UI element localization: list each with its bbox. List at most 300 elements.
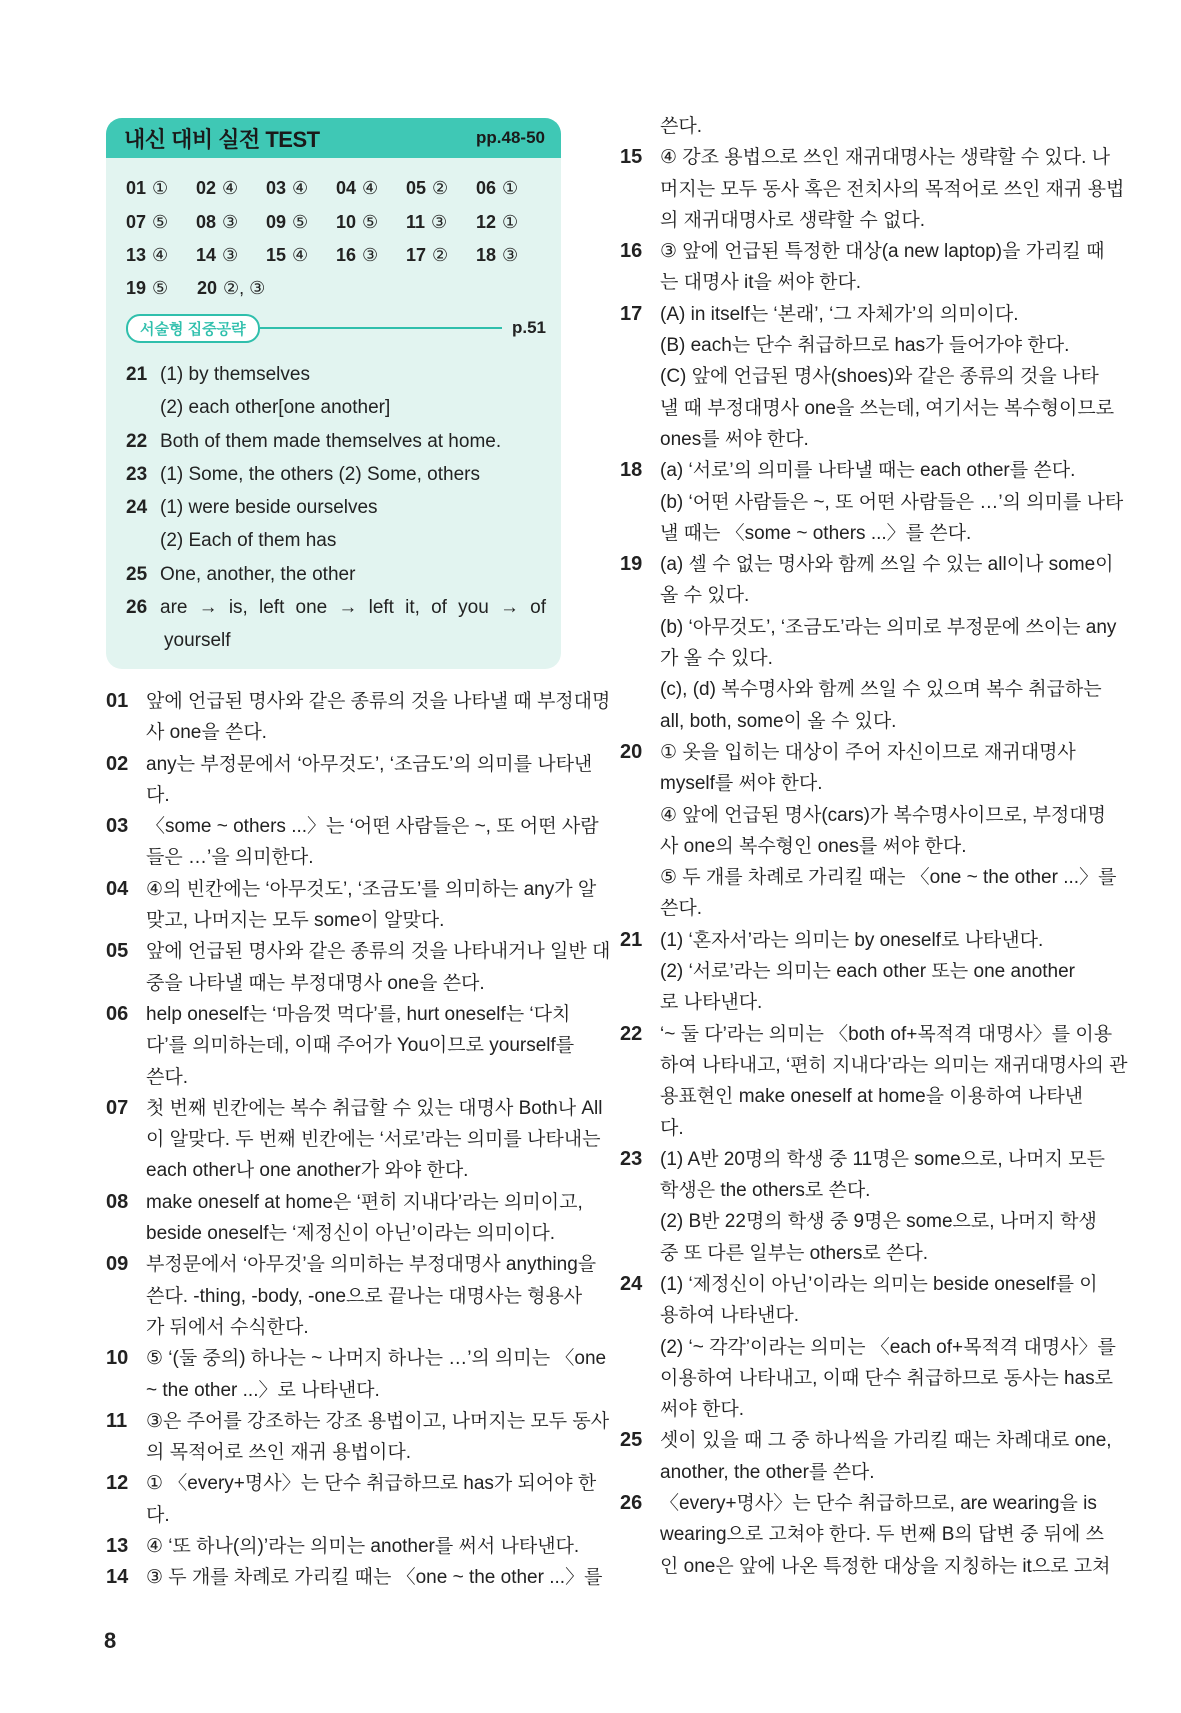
answer-item: [266, 178, 336, 199]
explanation-text: 이용하여 나타내고, 이때 단수 취급하므로 동사는 has로: [660, 1367, 1114, 1389]
explanation-text: 올 수 있다.: [660, 585, 750, 607]
explanation-line: [620, 831, 1075, 862]
item-number: [620, 643, 660, 674]
explanation-text: 중을 나타낼 때는 부정대명사 one을 쓴다.: [146, 972, 485, 994]
explanation-line: [620, 1081, 1084, 1112]
explanation-line: [106, 1281, 583, 1312]
explanation-line: [106, 1062, 561, 1093]
answer-item: [196, 245, 266, 266]
answer-key-header: [106, 118, 561, 158]
item-number: 22: [620, 1022, 643, 1045]
item-number: [620, 862, 660, 893]
explanation-line: [106, 1562, 603, 1593]
answer-text: (2) each other[one another]: [160, 397, 391, 419]
item-number: [620, 205, 660, 236]
explanation-line: [106, 1187, 583, 1218]
item-number: 14: [106, 1566, 129, 1589]
answer-choice: ②: [432, 178, 449, 199]
answer-number: 25: [126, 563, 148, 585]
answer-text: (1) Some, the others (2) Some, others: [160, 463, 480, 485]
answer-choice: ③: [362, 244, 379, 265]
explanation-text: 사 one의 복수형인 ones를 써야 한다.: [660, 835, 967, 857]
explanation-text: 머지는 모두 동사 혹은 전치사의 목적어로 쓰인 재귀 용법: [660, 178, 1125, 200]
answer-item: [406, 212, 476, 233]
explanation-line: [620, 1238, 1075, 1269]
answer-line: [126, 624, 546, 657]
explanation-text: another, the other를 쓴다.: [660, 1461, 875, 1483]
explanation-line: [620, 1332, 1116, 1363]
answer-choice: ③: [222, 211, 239, 232]
answer-number: 01: [126, 178, 147, 199]
explanation-line: [620, 1457, 1075, 1488]
written-answers: [126, 358, 546, 658]
answer-choice: ③: [431, 211, 448, 232]
answer-choice: ④: [292, 244, 309, 265]
explanation-line: [106, 1249, 597, 1280]
explanation-line: [106, 749, 593, 780]
explanation-line: [620, 643, 1075, 674]
explanation-text: 〈some ~ others ...〉는 ‘어떤 사람들은 ~, 또 어떤 사람: [146, 816, 599, 838]
answer-choice: ③: [502, 244, 519, 265]
item-number: 21: [620, 928, 643, 951]
explanation-line: [620, 111, 1075, 142]
explanation-text: 는 대명사 it을 써야 한다.: [660, 272, 862, 294]
answer-choice: ③: [222, 244, 239, 265]
answer-line: [126, 358, 546, 391]
explanation-line: [620, 1551, 1111, 1582]
explanation-text: (1) ‘혼자서’라는 의미는 by oneself로 나타낸다.: [660, 929, 1044, 951]
answer-item: [197, 278, 268, 299]
item-number: 19: [620, 553, 643, 576]
item-number: [106, 1500, 146, 1531]
explanation-line: [620, 925, 1075, 956]
explanation-text: 들은 …’을 의미한다.: [146, 847, 314, 869]
explanation-text: beside oneself는 ‘제정신이 아닌’이라는 의미이다.: [146, 1223, 556, 1245]
explanation-line: [620, 1300, 1075, 1331]
answer-item: [126, 178, 196, 199]
explanation-text: all, both, some이 올 수 있다.: [660, 710, 897, 732]
answer-choice: ①: [502, 211, 519, 232]
explanation-text: wearing으로 고쳐야 한다. 두 번째 B의 답변 중 뒤에 쓰: [660, 1524, 1105, 1546]
explanation-line: [620, 455, 1075, 486]
explanation-line: [106, 1437, 561, 1468]
explanation-text: 쓴다.: [660, 898, 702, 920]
item-number: 05: [106, 940, 129, 963]
answer-number: 07: [126, 211, 147, 232]
explanation-line: [620, 1519, 1105, 1550]
item-number: [620, 1363, 660, 1394]
answer-number: 03: [266, 178, 287, 199]
explanation-line: [106, 1124, 601, 1155]
explanation-line: [106, 999, 571, 1030]
explanation-line: [620, 518, 1075, 549]
explanation-line: [620, 549, 1114, 580]
explanation-line: [620, 142, 1110, 173]
answer-line: [126, 524, 546, 557]
item-number: [620, 1081, 660, 1112]
explanation-text: 낼 때 부정대명사 one을 쓰는데, 여기서는 복수형이므로: [660, 397, 1115, 419]
explanation-text: (A) in itself는 ‘본래’, ‘그 자체가’의 의미이다.: [660, 303, 1019, 325]
item-number: [620, 1394, 660, 1425]
answer-number: 02: [196, 178, 217, 199]
item-number: 26: [620, 1492, 643, 1515]
item-number: [106, 968, 146, 999]
explanation-line: [106, 842, 561, 873]
answer-number: 08: [196, 211, 217, 232]
answer-item: [126, 278, 197, 299]
answer-item: [336, 178, 406, 199]
explanation-line: [620, 1269, 1098, 1300]
explanation-line: [620, 987, 1075, 1018]
answer-choice: ①: [152, 178, 169, 199]
explanation-text: (b) ‘아무것도’, ‘조금도’라는 의미로 부정문에 쓰이는 any: [660, 616, 1117, 638]
explanation-text: 〈every+명사〉는 단수 취급하므로, are wearing을 is: [660, 1493, 1097, 1515]
answer-item: [126, 212, 196, 233]
explanation-line: [620, 236, 1105, 267]
explanation-line: [620, 299, 1075, 330]
item-number: 17: [620, 302, 643, 325]
answer-number: 26: [126, 597, 148, 619]
answer-row: [126, 205, 546, 238]
answer-choice: ④: [292, 178, 309, 199]
explanation-text: ‘~ 둘 다’라는 의미는 〈both of+목적격 대명사〉를 이용: [660, 1023, 1113, 1045]
explanation-text: (1) ‘제정신이 아닌’이라는 의미는 beside oneself를 이: [660, 1273, 1098, 1295]
explanation-text: 쓴다.: [146, 1066, 188, 1088]
answer-choice: ②: [432, 244, 449, 265]
explanation-text: help oneself는 ‘마음껏 먹다’를, hurt oneself는 ‘다치: [146, 1003, 571, 1025]
explanation-text: (a) 셀 수 없는 명사와 함께 쓰일 수 있는 all이나 some이: [660, 554, 1114, 576]
explanation-text: (c), (d) 복수명사와 함께 쓰일 수 있으며 복수 취급하는: [660, 679, 1102, 701]
answer-number: 15: [266, 244, 287, 265]
explanation-line: [620, 1394, 1075, 1425]
explanation-text: ones를 써야 한다.: [660, 428, 809, 450]
item-number: [620, 956, 660, 987]
answer-line: [126, 558, 546, 591]
answer-item: [336, 212, 406, 233]
item-number: 23: [620, 1147, 643, 1170]
explanation-text: ① 〈every+명사〉는 단수 취급하므로 has가 되어야 한: [146, 1473, 597, 1495]
explanation-text: make oneself at home은 ‘편히 지내다’라는 의미이고,: [146, 1191, 583, 1213]
item-number: [106, 1437, 146, 1468]
explanation-line: [106, 1468, 597, 1499]
explanation-line: [106, 1030, 575, 1061]
explanation-text: ③ 앞에 언급된 특정한 대상(a new laptop)을 가리킬 때: [660, 241, 1105, 263]
answer-item: [266, 245, 336, 266]
explanation-text: 다.: [146, 784, 170, 806]
item-number: [106, 1124, 146, 1155]
item-number: 18: [620, 459, 643, 482]
item-number: [620, 1457, 660, 1488]
explanation-text: 하여 나타내고, ‘편히 지내다’라는 의미는 재귀대명사의 관: [660, 1054, 1128, 1076]
explanation-line: [106, 811, 599, 842]
explanation-text: ⑤ ‘(둘 중의) 하나는 ~ 나머지 하나는 …’의 의미는 〈one: [146, 1348, 607, 1370]
explanation-line: [620, 267, 1075, 298]
answer-key-pages: pp.48-50: [476, 128, 545, 147]
item-number: [620, 1175, 660, 1206]
explanation-line: [106, 1218, 561, 1249]
answer-number: 21: [126, 364, 148, 385]
explanation-text: 용하여 나타낸다.: [660, 1305, 800, 1327]
item-number: [106, 1312, 146, 1343]
item-number: [620, 1300, 660, 1331]
answer-number: 20: [197, 278, 218, 299]
explanation-text: ④ 앞에 언급된 명사(cars)가 복수명사이므로, 부정대명: [660, 804, 1106, 826]
explanation-text: 다.: [660, 1117, 684, 1139]
answer-choice: ⑤: [292, 211, 309, 232]
explanation-text: 가 올 수 있다.: [660, 648, 773, 670]
item-number: [620, 674, 660, 705]
explanation-text: 사 one을 쓴다.: [146, 722, 267, 744]
explanation-text: 셋이 있을 때 그 중 하나씩을 가리킬 때는 차례대로 one,: [660, 1430, 1112, 1452]
answer-choice: ④: [222, 178, 239, 199]
answer-number: 17: [406, 244, 427, 265]
explanation-line: [106, 1375, 561, 1406]
explanation-text: 쓴다. -thing, -body, -one으로 끝나는 대명사는 형용사: [146, 1285, 583, 1307]
item-number: [620, 1332, 660, 1363]
item-number: 12: [106, 1472, 129, 1495]
explanation-line: [620, 487, 1124, 518]
answer-number: 09: [266, 211, 287, 232]
explanation-line: [106, 905, 561, 936]
explanation-line: [106, 717, 561, 748]
explanation-text: 로 나타낸다.: [660, 992, 763, 1014]
answer-choice: ⑤: [152, 211, 169, 232]
explanation-line: [620, 1175, 1075, 1206]
explanation-line: [620, 768, 1075, 799]
item-number: 07: [106, 1096, 129, 1119]
item-number: [106, 1375, 146, 1406]
item-number: [620, 424, 660, 455]
item-number: [620, 580, 660, 611]
explanation-text: 낼 때는 〈some ~ others ...〉를 쓴다.: [660, 522, 972, 544]
item-number: [620, 111, 660, 142]
item-number: 03: [106, 815, 129, 838]
answer-number: 12: [476, 211, 497, 232]
answer-item: [406, 245, 476, 266]
explanation-line: [620, 862, 1117, 893]
answer-choice: ④: [362, 178, 379, 199]
answer-line: [126, 591, 546, 624]
explanation-text: 다.: [146, 1504, 170, 1526]
answer-number: 14: [196, 244, 217, 265]
item-number: [620, 330, 660, 361]
explanation-text: (2) ‘서로’라는 의미는 each other 또는 one another: [660, 961, 1075, 983]
item-number: [620, 267, 660, 298]
explanation-text: ④ ‘또 하나(의)’라는 의미는 another를 써서 나타낸다.: [146, 1536, 580, 1558]
explanation-line: [620, 612, 1117, 643]
explanation-text: 학생은 the others로 쓴다.: [660, 1180, 871, 1202]
explanation-line: [620, 174, 1125, 205]
item-number: [620, 1519, 660, 1550]
explanation-text: 맞고, 나머지는 모두 some이 알맞다.: [146, 910, 445, 932]
item-number: [620, 487, 660, 518]
item-number: [620, 1113, 660, 1144]
explanation-text: any는 부정문에서 ‘아무것도’, ‘조금도’의 의미를 나타낸: [146, 753, 593, 775]
answer-row: [126, 172, 546, 205]
item-number: [620, 361, 660, 392]
answer-number: 18: [476, 244, 497, 265]
explanation-line: [620, 956, 1075, 987]
answer-number: 04: [336, 178, 357, 199]
explanation-line: [106, 874, 597, 905]
explanation-text: ③은 주어를 강조하는 강조 용법이고, 나머지는 모두 동사: [146, 1410, 610, 1432]
answer-text: (1) by themselves: [160, 364, 310, 385]
explanation-line: [620, 706, 1075, 737]
answer-number: 16: [336, 244, 357, 265]
explanation-line: [106, 1500, 561, 1531]
item-number: [106, 780, 146, 811]
answer-number: 24: [126, 497, 148, 519]
explanation-text: ⑤ 두 개를 차례로 가리킬 때는 〈one ~ the other ...〉를: [660, 867, 1117, 889]
item-number: 10: [106, 1347, 129, 1370]
item-number: [620, 174, 660, 205]
item-number: 08: [106, 1190, 129, 1213]
answer-item: [476, 178, 546, 199]
answer-choice: ②, ③: [223, 278, 266, 299]
explanation-line: [620, 893, 1075, 924]
answer-row: [126, 239, 546, 272]
answer-text: (1) were beside ourselves: [160, 497, 378, 519]
divider-line: [260, 327, 502, 329]
answer-key-box: [106, 118, 561, 669]
explanation-line: [620, 1206, 1097, 1237]
answer-number: 22: [126, 430, 148, 452]
answer-item: [126, 245, 196, 266]
answer-number: 05: [406, 178, 427, 199]
item-number: 15: [620, 146, 643, 169]
explanation-text: 인 one은 앞에 나온 특정한 대상을 지칭하는 it으로 고쳐: [660, 1555, 1111, 1577]
explanation-text: 부정문에서 ‘아무것’을 의미하는 부정대명사 anything을: [146, 1254, 597, 1276]
page-number: 8: [104, 1628, 117, 1653]
answer-number: [126, 391, 160, 424]
item-number: 02: [106, 752, 129, 775]
item-number: 13: [106, 1535, 129, 1558]
explanation-text: each other나 one another가 와야 한다.: [146, 1160, 469, 1182]
explanation-line: [106, 1155, 561, 1186]
explanation-line: [106, 968, 561, 999]
item-number: [106, 1281, 146, 1312]
answer-text: Both of them made themselves at home.: [160, 430, 502, 452]
item-number: 06: [106, 1002, 129, 1025]
item-number: 24: [620, 1272, 643, 1295]
answer-line: [126, 491, 546, 524]
item-number: [106, 1218, 146, 1249]
explanation-text: (C) 앞에 언급된 명사(shoes)와 같은 종류의 것을 나타: [660, 366, 1099, 388]
explanation-line: [106, 686, 611, 717]
explanation-line: [620, 580, 1075, 611]
answer-choice: ⑤: [152, 278, 169, 299]
answer-item: [406, 178, 476, 199]
explanation-text: 용표현인 make oneself at home을 이용하여 나타낸: [660, 1086, 1084, 1108]
explanation-line: [620, 424, 1075, 455]
answer-number: 23: [126, 463, 148, 485]
answer-key-title: 내신 대비 실전 TEST: [124, 126, 320, 152]
explanation-line: [106, 1343, 607, 1374]
answer-item: [476, 245, 546, 266]
answer-row: [126, 272, 546, 305]
explanation-line: [620, 674, 1102, 705]
item-number: [620, 800, 660, 831]
explanation-line: [620, 1144, 1105, 1175]
item-number: [620, 1551, 660, 1582]
explanation-text: 써야 한다.: [660, 1399, 744, 1421]
explanation-text: 쓴다.: [660, 116, 702, 137]
answer-item: [476, 212, 546, 233]
answer-choice: ①: [502, 178, 519, 199]
explanation-line: [620, 330, 1075, 361]
item-number: [620, 518, 660, 549]
explanation-line: [620, 205, 1075, 236]
answer-line: [126, 458, 546, 491]
section-page: p.51: [511, 318, 546, 337]
explanation-line: [620, 1050, 1128, 1081]
answer-text: (2) Each of them has: [160, 530, 337, 552]
explanation-line: [620, 1113, 1075, 1144]
explanation-text: myself를 써야 한다.: [660, 773, 823, 795]
answer-text: One, another, the other: [160, 563, 356, 585]
explanation-text: 의 목적어로 쓰인 재귀 용법이다.: [146, 1442, 411, 1464]
answer-number: 19: [126, 278, 147, 299]
explanation-text: (2) B반 22명의 학생 중 9명은 some으로, 나머지 학생: [660, 1211, 1097, 1233]
answer-number: 06: [476, 178, 497, 199]
section-label: 서술형 집중공략: [126, 314, 260, 343]
section-divider: [126, 314, 546, 342]
explanation-text: ③ 두 개를 차례로 가리킬 때는 〈one ~ the other ...〉를: [146, 1567, 603, 1589]
explanation-text: (B) each는 단수 취급하므로 has가 들어가야 한다.: [660, 335, 1070, 357]
explanation-line: [106, 936, 611, 967]
item-number: [620, 612, 660, 643]
item-number: [620, 1206, 660, 1237]
item-number: [106, 1062, 146, 1093]
answer-item: [336, 245, 406, 266]
explanation-line: [620, 800, 1106, 831]
item-number: 09: [106, 1253, 129, 1276]
explanation-text: 앞에 언급된 명사와 같은 종류의 것을 나타내거나 일반 대: [146, 941, 611, 963]
explanation-line: [620, 393, 1115, 424]
answer-choice: ④: [152, 244, 169, 265]
answer-line: [126, 391, 546, 424]
explanation-text: 앞에 언급된 명사와 같은 종류의 것을 나타낼 때 부정대명: [146, 691, 611, 712]
explanation-line: [620, 1425, 1112, 1456]
explanation-line: [106, 1531, 580, 1562]
explanation-text: (1) A반 20명의 학생 중 11명은 some으로, 나머지 모든: [660, 1148, 1105, 1170]
item-number: [106, 1030, 146, 1061]
right-explanations: [620, 111, 1128, 1582]
explanation-text: 의 재귀대명사로 생략할 수 없다.: [660, 209, 925, 231]
explanation-line: [106, 1406, 610, 1437]
answer-number: 13: [126, 244, 147, 265]
explanation-text: 이 알맞다. 두 번째 빈칸에는 ‘서로’라는 의미를 나타내는: [146, 1129, 601, 1151]
left-explanations: [106, 686, 611, 1594]
item-number: [620, 393, 660, 424]
item-number: [106, 905, 146, 936]
explanation-line: [620, 1019, 1113, 1050]
explanation-text: ④ 강조 용법으로 쓰인 재귀대명사는 생략할 수 있다. 나: [660, 147, 1110, 169]
explanation-text: 다’를 의미하는데, 이때 주어가 You이므로 yourself를: [146, 1035, 575, 1057]
answer-line: [126, 425, 546, 458]
item-number: 20: [620, 740, 643, 763]
explanation-text: ① 옷을 입히는 대상이 주어 자신이므로 재귀대명사: [660, 741, 1076, 763]
answer-number: [126, 624, 160, 657]
item-number: [106, 1155, 146, 1186]
item-number: [620, 706, 660, 737]
answer-item: [266, 212, 336, 233]
explanation-line: [620, 1363, 1114, 1394]
explanation-text: 중 또 다른 일부는 others로 쓴다.: [660, 1242, 929, 1264]
explanation-line: [106, 780, 561, 811]
explanation-line: [106, 1312, 561, 1343]
explanation-line: [106, 1093, 603, 1124]
